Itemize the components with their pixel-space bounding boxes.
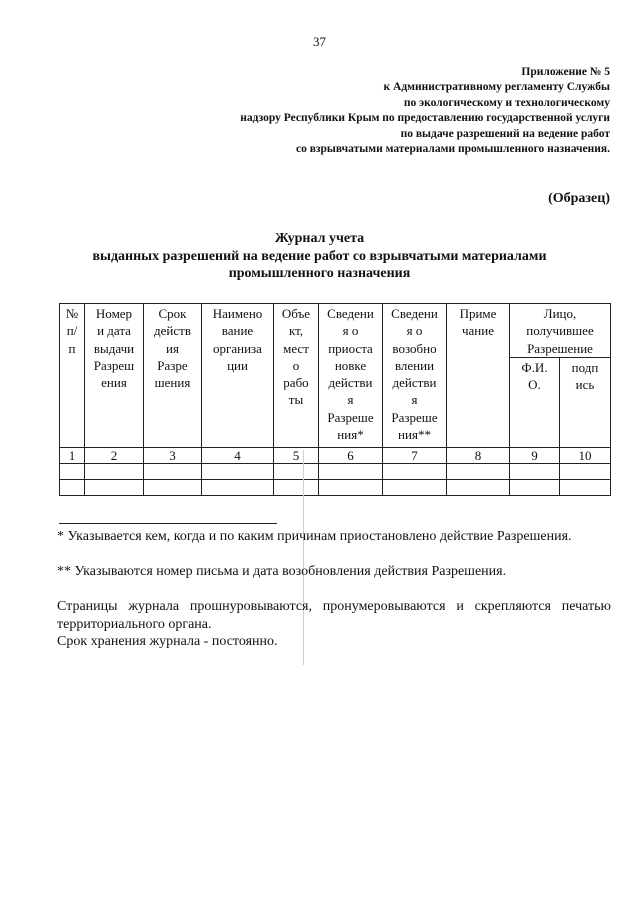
header-col-7: Сведени я о возобно влении действи я Разреше ния** [383,304,447,448]
sample-label: (Образец) [548,191,610,206]
footnote-separator [59,523,277,524]
column-number: 2 [85,448,144,464]
title-line: промышленного назначения [228,266,411,281]
header-col-5: Объе кт, мест о рабо ты [274,304,319,448]
retention-note: Срок хранения журнала - постоянно. [57,634,278,649]
column-number: 7 [383,448,447,464]
header-col-4: Наимено вание организа ции [202,304,274,448]
title-line: Журнал учета [274,231,365,246]
journal-title [0,230,639,283]
appendix-line: к Административному регламенту Службы [383,81,610,94]
table-row [60,480,611,496]
header-group-recipient: Лицо, получившее Разрешение [510,304,611,358]
page-number: 37 [313,34,326,49]
column-number: 10 [560,448,611,464]
appendix-line: со взрывчатыми материалами промышленного назначения. [295,143,610,156]
column-number-row [60,448,611,464]
title-line: выданных разрешений на ведение работ со взрывчатыми материалами [92,248,547,264]
header-col-10: подп ись [560,358,611,448]
header-col-9: Ф.И. О. [510,358,560,448]
column-number: 3 [144,448,202,464]
appendix-line: по экологическому и технологическому [403,96,610,109]
column-number: 8 [447,448,510,464]
appendix-heading [240,65,610,157]
footnote: * Указывается кем, когда и по каким причинам приостановлено действие Разрешения. [57,529,572,544]
footnote: ** Указываются номер письма и дата возобновления действия Разрешения. [57,564,507,579]
header-col-2: Номер и дата выдачи Разреш ения [85,304,144,448]
header-col-8: Приме чание [447,304,510,448]
column-number: 6 [319,448,383,464]
appendix-line: надзору Республики Крым по предоставлению государственной услуги [240,112,610,125]
header-col-3: Срок действ ия Разре шения [144,304,202,448]
closing-paragraph: Страницы журнала прошнуровываются, пронумеровываются и скрепляются печатью территориального органа. [57,599,611,632]
journal-table [59,303,611,496]
appendix-line: по выдаче разрешений на ведение работ [400,127,610,140]
appendix-line: Приложение № 5 [521,66,610,78]
column-number: 1 [60,448,85,464]
column-number: 5 [274,448,319,464]
column-number: 4 [202,448,274,464]
table-row [60,464,611,480]
header-col-6: Сведени я о приоста новке действи я Разреше ния* [319,304,383,448]
header-col-1: № п/ п [60,304,85,448]
column-number: 9 [510,448,560,464]
